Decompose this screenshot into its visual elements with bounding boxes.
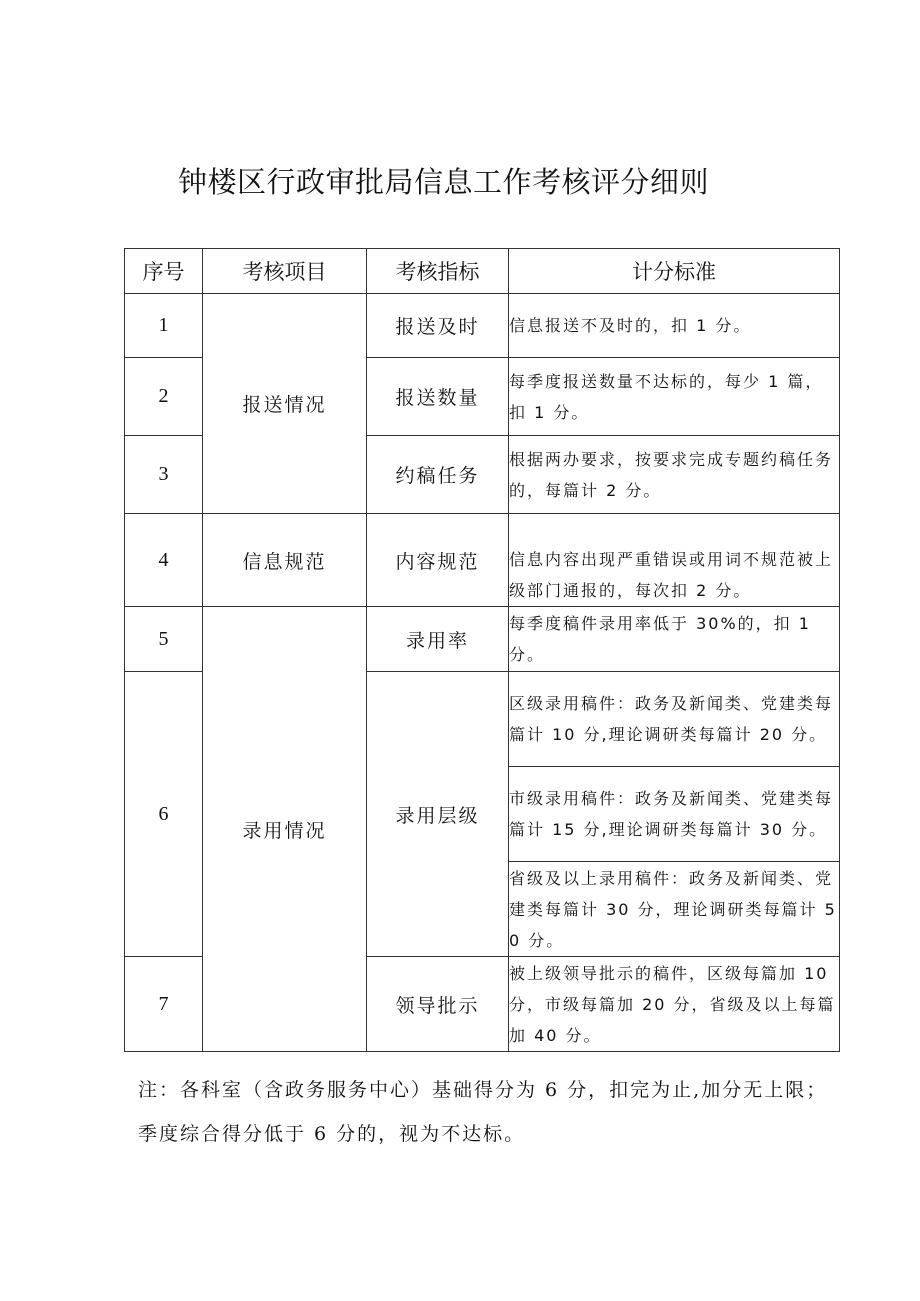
row-seq: 7 (125, 957, 203, 1052)
row-criteria: 根据两办要求，按要求完成专题约稿任务的，每篇计 2 分。 (509, 436, 840, 514)
row-indicator: 领导批示 (367, 957, 509, 1052)
row-criteria: 信息内容出现严重错误或用词不规范被上级部门通报的，每次扣 2 分。 (509, 514, 840, 607)
row-seq: 2 (125, 358, 203, 436)
row-seq: 5 (125, 607, 203, 672)
table-row (125, 294, 840, 358)
row-indicator: 录用率 (367, 607, 509, 672)
table-row (125, 514, 840, 607)
row-criteria: 省级及以上录用稿件：政务及新闻类、党建类每篇计 30 分，理论调研类每篇计 50 分。 (509, 862, 840, 957)
row-seq: 6 (125, 672, 203, 957)
table-header-row (125, 249, 840, 294)
row-seq: 1 (125, 294, 203, 358)
row-criteria: 被上级领导批示的稿件，区级每篇加 10 分，市级每篇加 20 分，省级及以上每篇加 40 分。 (509, 957, 840, 1052)
row-criteria: 信息报送不及时的，扣 1 分。 (509, 294, 840, 358)
item-report: 报送情况 (203, 294, 367, 514)
row-indicator: 约稿任务 (367, 436, 509, 514)
scoring-table (124, 248, 840, 1052)
item-adopt: 录用情况 (203, 607, 367, 1052)
row-indicator: 报送数量 (367, 358, 509, 436)
header-indicator: 考核指标 (367, 249, 509, 294)
item-info: 信息规范 (203, 514, 367, 607)
row-criteria: 区级录用稿件：政务及新闻类、党建类每篇计 10 分,理论调研类每篇计 20 分。 (509, 672, 840, 767)
document-title: 钟楼区行政审批局信息工作考核评分细则 (178, 165, 710, 199)
row-criteria: 市级录用稿件：政务及新闻类、党建类每篇计 15 分,理论调研类每篇计 30 分。 (509, 767, 840, 862)
header-item: 考核项目 (203, 249, 367, 294)
row-indicator: 录用层级 (367, 672, 509, 957)
header-criteria: 计分标准 (509, 249, 840, 294)
row-indicator: 报送及时 (367, 294, 509, 358)
row-criteria: 每季度稿件录用率低于 30%的，扣 1 分。 (509, 607, 840, 672)
row-criteria: 每季度报送数量不达标的，每少 1 篇，扣 1 分。 (509, 358, 840, 436)
row-indicator: 内容规范 (367, 514, 509, 607)
table-row (125, 607, 840, 672)
footnote: 注：各科室（含政务服务中心）基础得分为 6 分，扣完为止,加分无上限；季度综合得分低于 6 分的，视为不达标。 (138, 1079, 828, 1145)
header-seq: 序号 (125, 249, 203, 294)
row-seq: 3 (125, 436, 203, 514)
row-seq: 4 (125, 514, 203, 607)
